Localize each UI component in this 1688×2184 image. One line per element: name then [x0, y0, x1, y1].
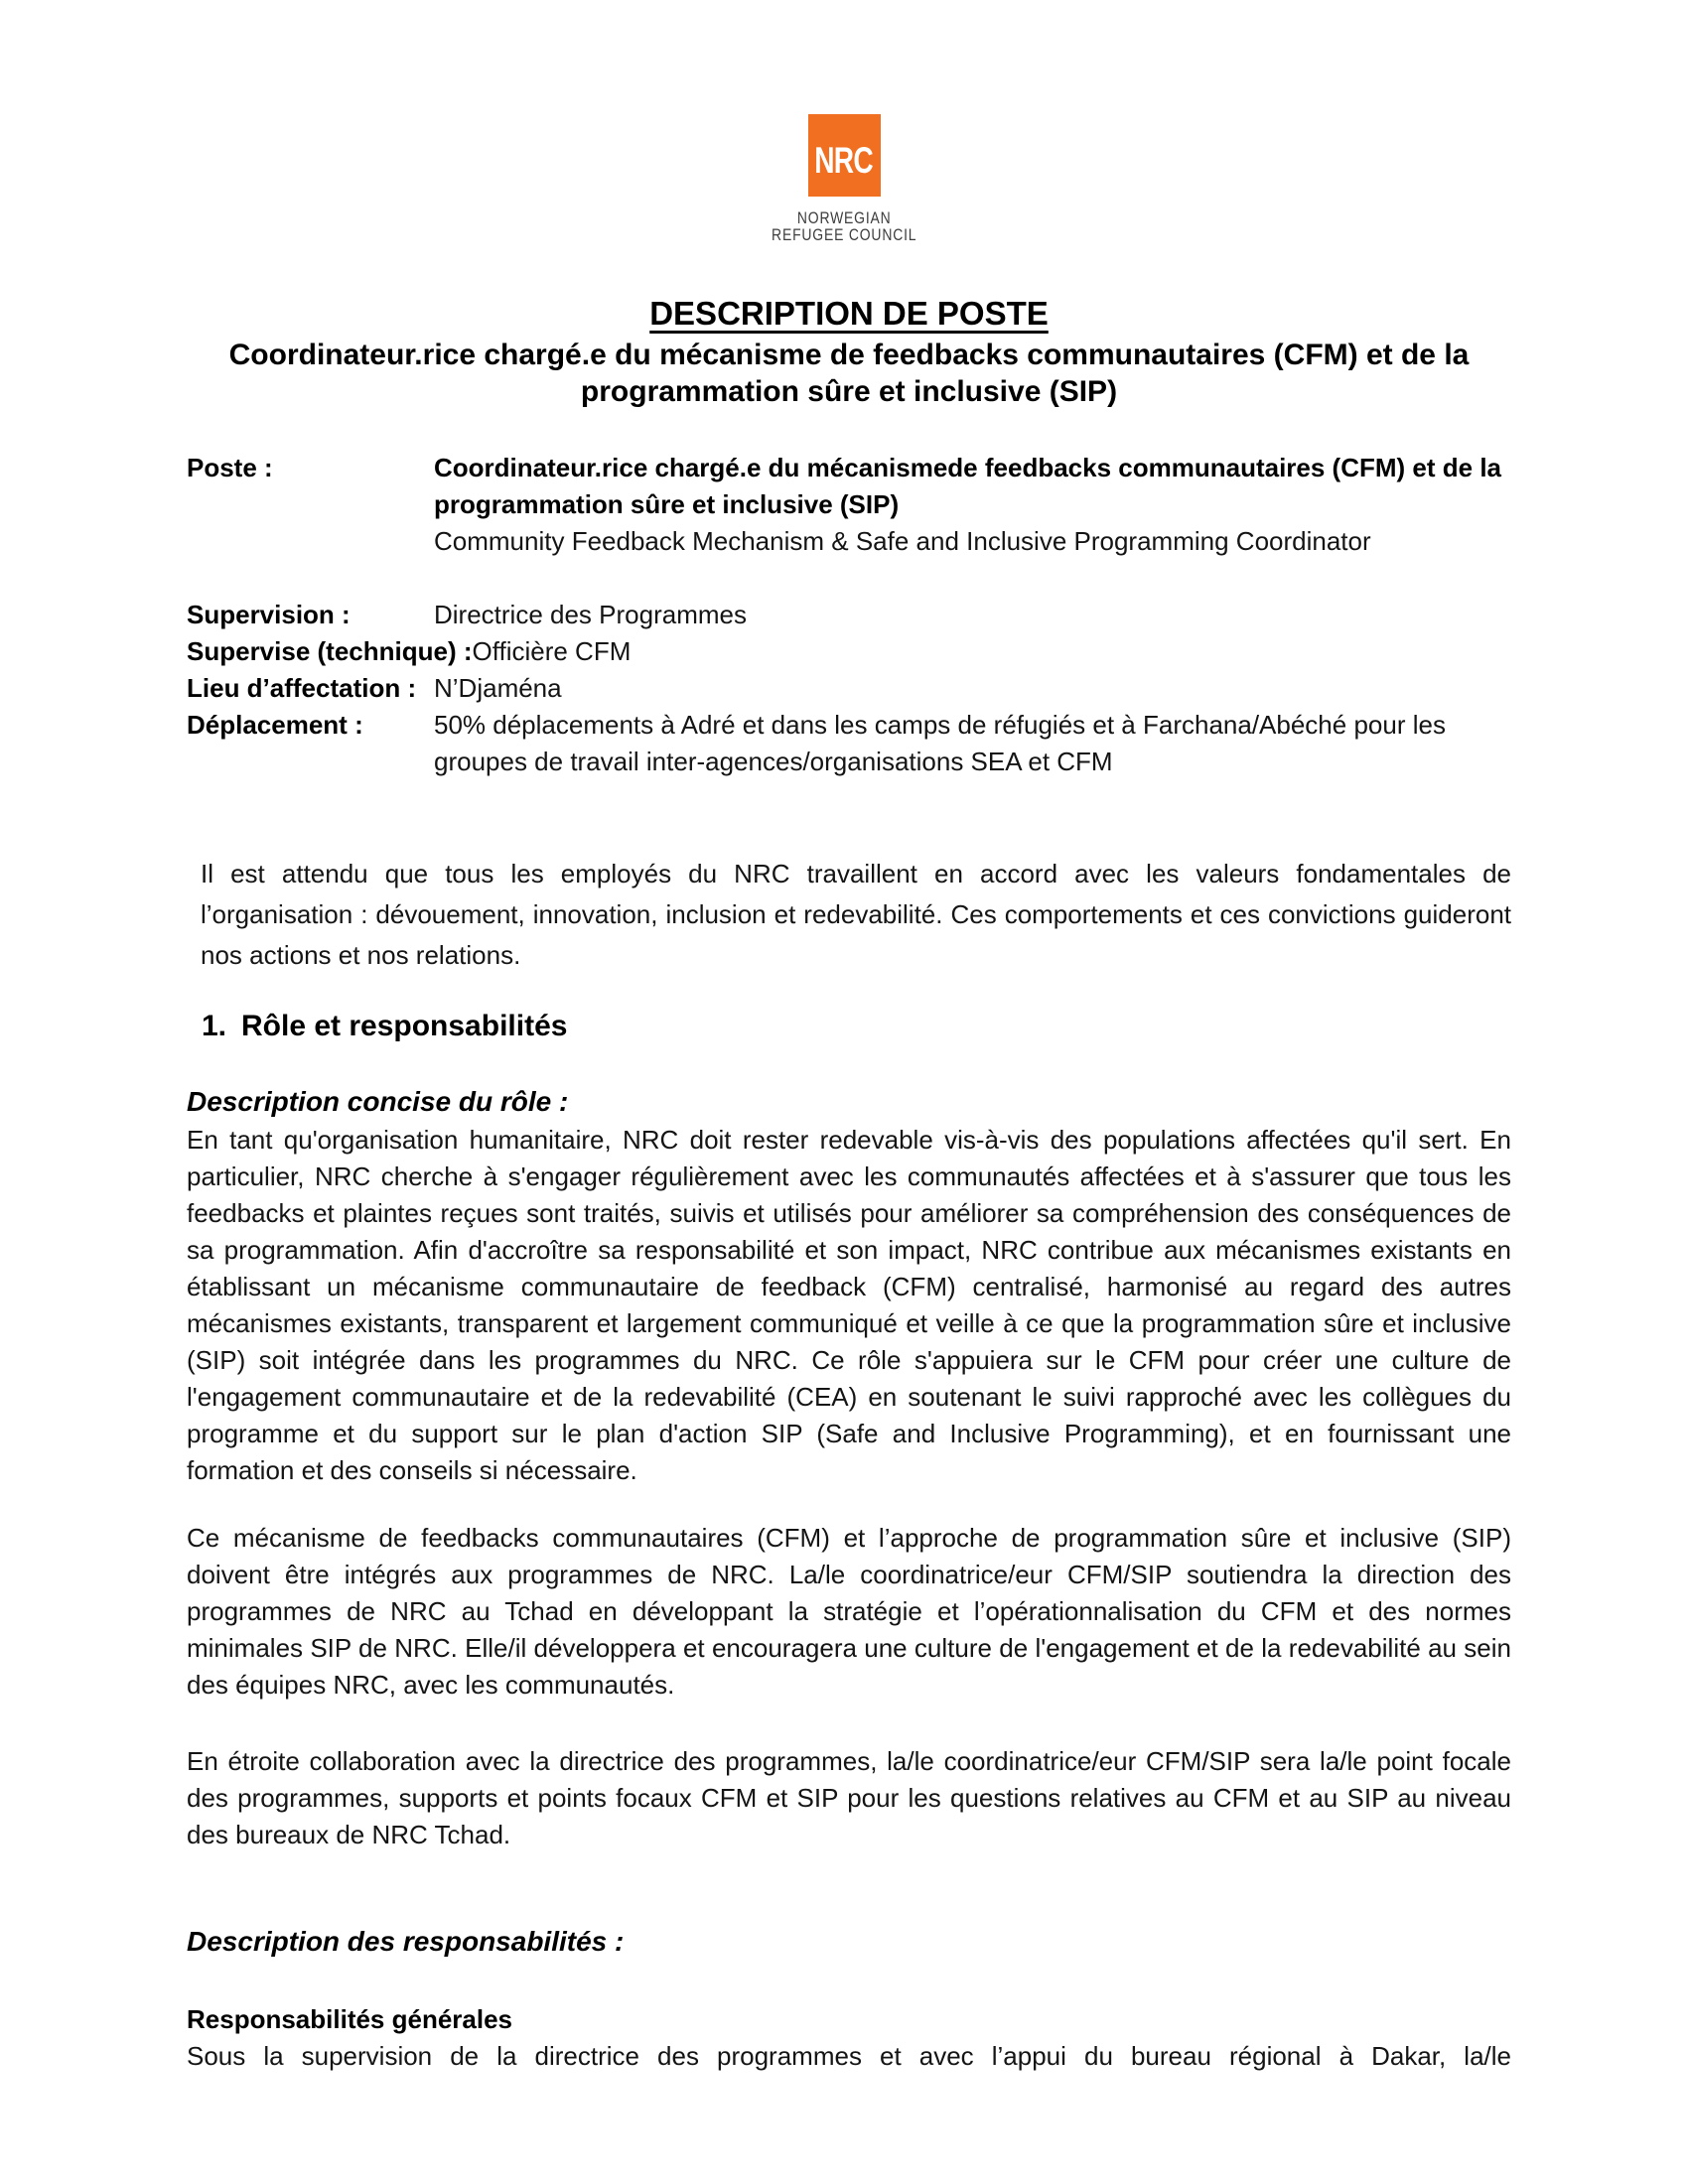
org-name-line2: REFUGEE COUNCIL [771, 225, 917, 244]
org-name-line1: NORWEGIAN [796, 208, 892, 227]
nrc-logo [0, 0, 1688, 243]
meta-label-lieu-affectation: Lieu d’affectation : [187, 673, 417, 703]
responsibilities-heading: Description des responsabilités : [187, 1926, 625, 1957]
meta-value-lieu-affectation: N’Djaména [434, 673, 562, 703]
job-meta [187, 450, 1511, 780]
meta-value-poste-en: Community Feedback Mechanism & Safe and Inclusive Programming Coordinator [434, 526, 1371, 556]
meta-label-supervise-technique: Supervise (technique) : [187, 636, 473, 666]
meta-label-deplacement: Déplacement : [187, 710, 363, 740]
meta-row-supervision [187, 597, 1511, 633]
meta-value-supervision: Directrice des Programmes [434, 600, 747, 629]
nrc-logo-acronym: NRC [814, 140, 874, 181]
section-title: Rôle et responsabilités [241, 1010, 568, 1042]
meta-row-supervise-technique [187, 633, 1511, 670]
section-number: 1. [202, 1010, 227, 1042]
org-name [0, 209, 1688, 243]
meta-value-deplacement: 50% déplacements à Adré et dans les camps de réfugiés et à Farchana/Abéché pour les groupes de travail inter-agences/organisations SEA et CFM [434, 710, 1446, 776]
section-1-heading [187, 1007, 1511, 1046]
nrc-logo-box [808, 114, 881, 197]
role-paragraph-3: En étroite collaboration avec la directrice des programmes, la/le coordinatrice/eur CFM/SIP sera la/le point focale des programmes, supports et points focaux CFM et SIP pour les questions relatives au CFM et au SIP au niveau des bureaux de NRC Tchad. [187, 1746, 1511, 1849]
meta-label-poste: Poste : [187, 453, 273, 482]
role-paragraph-2: Ce mécanisme de feedbacks communautaires (CFM) et l’approche de programmation sûre et inclusive (SIP) doivent être intégrés aux programmes de NRC. La/le coordinatrice/eur CFM/SIP soutiendra la direction des programmes de NRC au Tchad en développant la stratégie et l’opérationnalisation du CFM et des normes minimales SIP de NRC. Elle/il développera et encouragera une culture de l'engagement et de la redevabilité au sein des équipes NRC, avec les communautés. [187, 1523, 1511, 1700]
core-values-statement: Il est attendu que tous les employés du NRC travaillent en accord avec les valeurs fondamentales de l’organisation : dévouement, innovation, inclusion et redevabilité. Ces comportements et ces convictions guideront nos actions et nos relations. [201, 859, 1511, 970]
role-description-heading: Description concise du rôle : [187, 1086, 569, 1117]
meta-row-deplacement [187, 707, 1511, 780]
role-paragraph-1: En tant qu'organisation humanitaire, NRC doit rester redevable vis-à-vis des populations affectées qu'il sert. En particulier, NRC cherche à s'engager régulièrement avec les communautés affectées et à s'assurer que tous les feedbacks et plaintes reçues sont traités, suivis et utilisés pour améliorer sa compréhension des conséquences de sa programmation. Afin d'accroître sa responsabilité et son impact, NRC contribue aux mécanismes existants en établissant un mécanisme communautaire de feedback (CFM) centralisé, harmonisé au regard des autres mécanismes existants, transparent et largement communiqué et veille à ce que la programmation sûre et inclusive (SIP) soit intégrée dans les programmes du NRC. Ce rôle s'appuiera sur le CFM pour créer une culture de l'engagement communautaire et de la redevabilité (CEA) en soutenant le suivi rapproché avec les collègues du programme et du support sur le plan d'action SIP (Safe and Inclusive Programming), et en fournissant une formation et des conseils si nécessaire. [187, 1125, 1511, 1485]
meta-row-poste [187, 450, 1511, 560]
general-responsibilities-intro: Sous la supervision de la directrice des programmes et avec l’appui du bureau régional à Dakar, la/le [187, 2041, 1511, 2071]
document-title: DESCRIPTION DE POSTE [649, 295, 1049, 332]
meta-value-poste [434, 450, 1511, 560]
meta-label-supervision: Supervision : [187, 600, 351, 629]
meta-value-poste-fr: Coordinateur.rice chargé.e du mécanismede feedbacks communautaires (CFM) et de la programmation sûre et inclusive (SIP) [434, 453, 1502, 519]
meta-value-supervise-technique: Officière CFM [472, 636, 632, 666]
document-subtitle: Coordinateur.rice chargé.e du mécanisme de feedbacks communautaires (CFM) et de la programmation sûre et inclusive (SIP) [228, 339, 1470, 408]
general-responsibilities-heading: Responsabilités générales [187, 2004, 513, 2034]
meta-row-lieu-affectation [187, 670, 1511, 707]
meta-spacer [187, 560, 1511, 597]
